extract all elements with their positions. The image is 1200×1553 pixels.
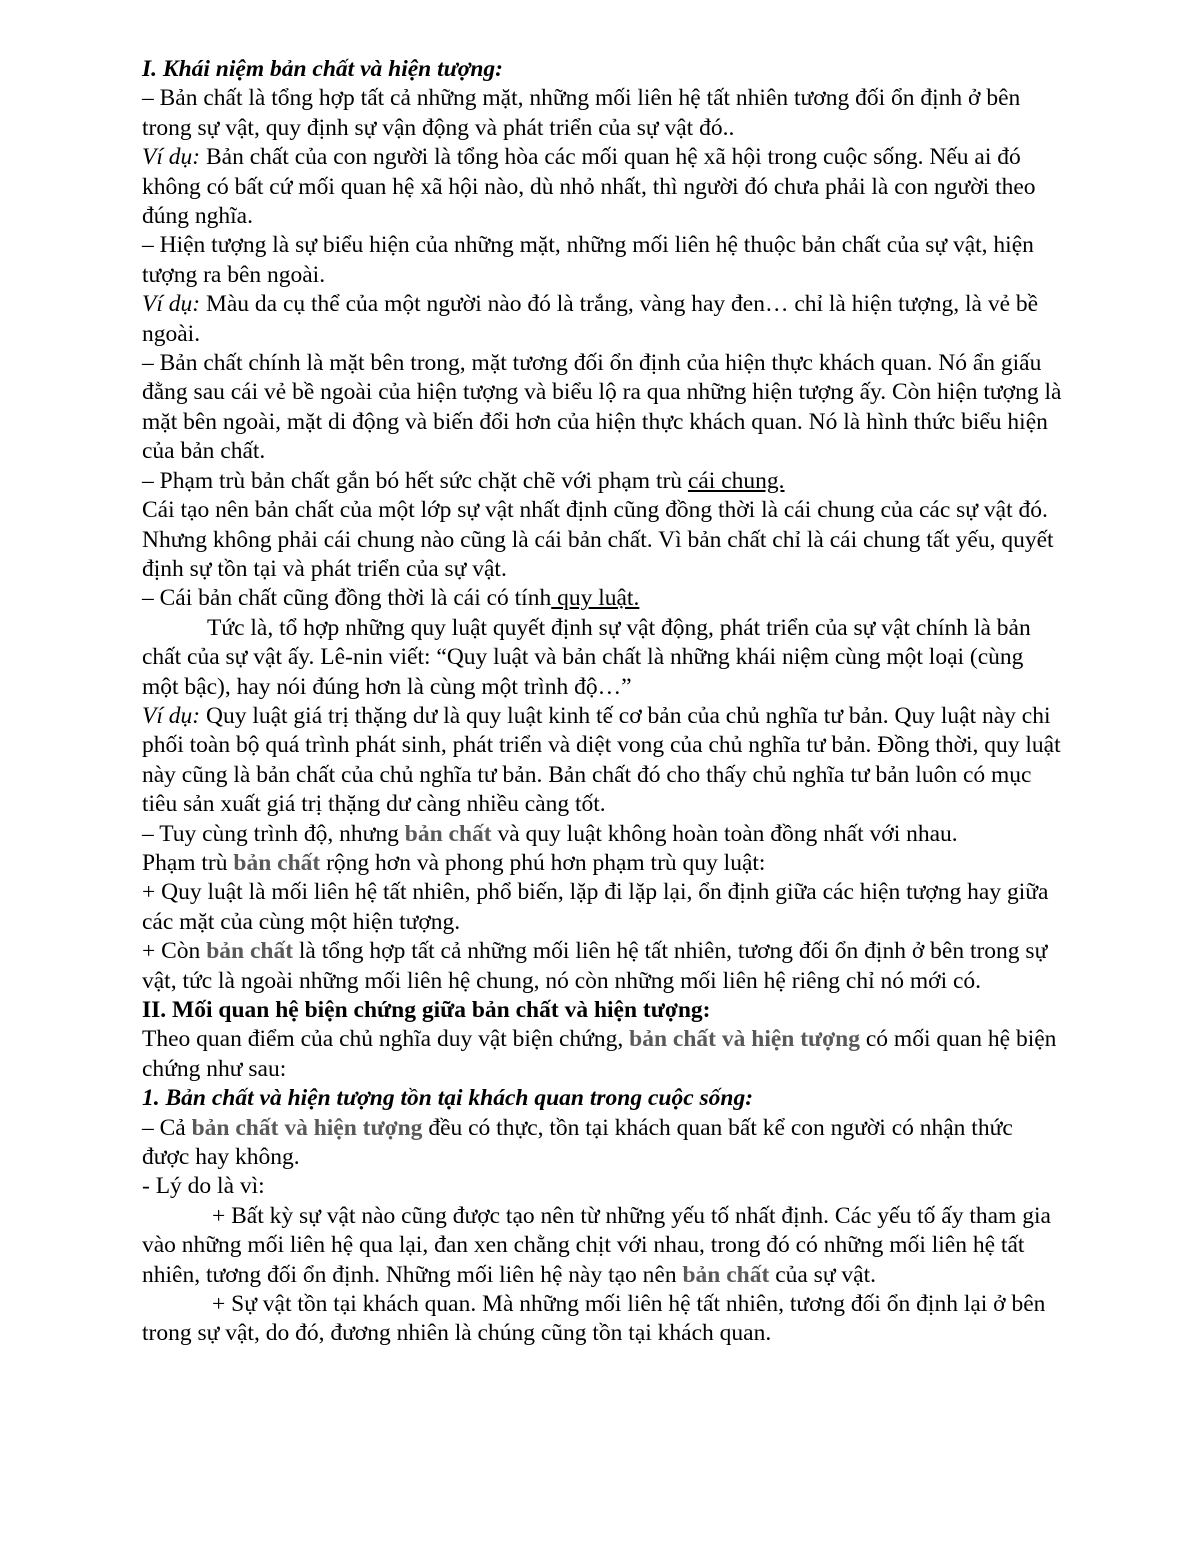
example-text: Bản chất của con người là tổng hòa các mối quan hệ xã hội trong cuộc sống. Nếu ai đó không có bất cứ mối quan hệ xã hội nào, dù nhỏ nhất, thì người đó chưa phải là con người theo đúng nghĩa.: [142, 144, 1036, 230]
keyword-ban-chat-hien-tuong[interactable]: bản chất và hiện tượng: [191, 1114, 423, 1141]
paragraph-text: và quy luật không hoàn toàn đồng nhất với nhau.: [491, 820, 958, 847]
paragraph-text: Theo quan điểm của chủ nghĩa duy vật biện chứng,: [142, 1026, 630, 1053]
paragraph-objective-existence: [142, 1114, 1062, 1173]
paragraph-text: + Bất kỳ sự vật nào cũng được tạo nên từ những yếu tố nhất định. Các yếu tố ấy tham gia vào những mối liên hệ qua lại, đan xen chằng chịt với nhau, trong đó có những mối liên hệ tất nhiên, tương đối ổn định. Những mối liên hệ này tạo nên: [142, 1202, 1051, 1288]
paragraph-text: đều có thực, tồn tại khách quan bất kể con người có nhận thức được hay không.: [142, 1114, 1013, 1171]
paragraph-text: – Tuy cùng trình độ, nhưng: [142, 820, 405, 847]
paragraph-text: là tổng hợp tất cả những mối liên hệ tất nhiên, tương đối ổn định ở bên trong sự vật, tức là ngoài những mối liên hệ chung, nó còn những mối liên hệ riêng chỉ nó mới có.: [142, 938, 1048, 994]
paragraph-reason-1: [142, 1202, 1062, 1290]
paragraph-reason-2: + Sự vật tồn tại khách quan. Mà những mối liên hệ tất nhiên, tương đối ổn định lại ở bên trong sự vật, do đó, đương nhiên là chúng cũng tồn tại khách quan.: [142, 1291, 1046, 1347]
paragraph-text: có mối quan hệ biện chứng như sau:: [142, 1026, 1057, 1082]
section2-heading: II. Mối quan hệ biện chứng giữa bản chất và hiện tượng:: [142, 997, 711, 1023]
paragraph-essence-definition: [142, 937, 1062, 996]
paragraph-text: rộng hơn và phong phú hơn phạm trù quy luật:: [320, 849, 766, 876]
paragraph-lenin-quote: Tức là, tổ hợp những quy luật quyết định sự vật động, phát triển của sự vật chính là bản chất của sự vật ấy. Lê-nin viết: “Quy luật và bản chất là những khái niệm cùng một loại (cùng một bậc), hay nói đúng hơn là cùng một trình độ…”: [142, 614, 1031, 700]
paragraph-law-definition: + Quy luật là mối liên hệ tất nhiên, phổ biến, lặp đi lặp lại, ổn định giữa các hiện tượng hay giữa các mặt của cùng một hiện tượng.: [142, 879, 1049, 935]
paragraph-text: Phạm trù: [142, 849, 234, 876]
document-body: [142, 55, 1062, 1349]
paragraph-law-property: [142, 584, 1062, 613]
paragraph-category-general: [142, 467, 1062, 496]
paragraph-example-3: [142, 702, 1062, 820]
subsection1-heading: 1. Bản chất và hiện tượng tồn tại khách quan trong cuộc sống:: [142, 1085, 754, 1112]
paragraph-reason: - Lý do là vì:: [142, 1173, 265, 1200]
paragraph-example-1: [142, 143, 1062, 231]
paragraph-intro: [142, 1025, 1062, 1084]
paragraph-text: của sự vật.: [769, 1261, 877, 1288]
paragraph-broader-category: [142, 849, 1062, 878]
link-quy-luat[interactable]: quy luật.: [551, 585, 640, 612]
paragraph-class-general: Cái tạo nên bản chất của một lớp sự vật nhất định cũng đồng thời là cái chung của các sự vật đó.: [142, 497, 1048, 524]
paragraph-text: – Cái bản chất cũng đồng thời là cái có tính: [142, 585, 552, 612]
paragraph-essence-inner: – Bản chất chính là mặt bên trong, mặt tương đối ổn định của hiện thực khách quan. Nó ẩn giấu đằng sau cái vẻ bề ngoài của hiện tượng và biểu lộ ra qua những hiện tượng ấy. Còn hiện tượng là mặt bên ngoài, mặt di động và biến đổi hơn của hiện thực khách quan. Nó là hình thức biểu hiện của bản chất.: [142, 350, 1062, 465]
paragraph-not-all-general: Nhưng không phải cái chung nào cũng là cái bản chất. Vì bản chất chỉ là cái chung tất yếu, quyết định sự tồn tại và phát triển của sự vật.: [142, 526, 1054, 582]
keyword-ban-chat[interactable]: bản chất: [206, 938, 294, 965]
section1-heading: I. Khái niệm bản chất và hiện tượng:: [142, 56, 503, 82]
keyword-ban-chat-hien-tuong[interactable]: bản chất và hiện tượng: [629, 1026, 860, 1053]
example-label: Ví dụ:: [142, 702, 201, 729]
paragraph-text: – Phạm trù bản chất gắn bó hết sức chặt chẽ với phạm trù: [142, 467, 688, 494]
link-cai-chung[interactable]: cái chung.: [687, 467, 785, 494]
paragraph-definition-essence: – Bản chất là tổng hợp tất cả những mặt, những mối liên hệ tất nhiên tương đối ổn định ở bên trong sự vật, quy định sự vận động và phát triển của sự vật đó..: [142, 85, 1021, 141]
paragraph-example-2: [142, 290, 1062, 349]
example-label: Ví dụ:: [142, 291, 201, 318]
keyword-ban-chat[interactable]: bản chất: [682, 1261, 770, 1288]
paragraph-text: + Còn: [142, 938, 207, 965]
paragraph-same-level: [142, 820, 1062, 849]
example-label: Ví dụ:: [142, 144, 201, 171]
example-text: Quy luật giá trị thặng dư là quy luật kinh tế cơ bản của chủ nghĩa tư bản. Quy luật này chi phối toàn bộ quá trình phát sinh, phát triển và diệt vong của chủ nghĩa tư bản. Đồng thời, quy luật này cũng là bản chất của chủ nghĩa tư bản. Bản chất đó cho thấy chủ nghĩa tư bản luôn có mục tiêu sản xuất giá trị thặng dư càng nhiều càng tốt.: [142, 702, 1061, 818]
paragraph-text: – Cả: [142, 1114, 192, 1141]
paragraph-definition-phenomenon: – Hiện tượng là sự biểu hiện của những mặt, những mối liên hệ thuộc bản chất của sự vật, hiện tượng ra bên ngoài.: [142, 232, 1034, 288]
keyword-ban-chat[interactable]: bản chất: [404, 820, 492, 847]
example-text: Màu da cụ thể của một người nào đó là trắng, vàng hay đen… chỉ là hiện tượng, là vẻ bề ngoài.: [142, 291, 1039, 347]
keyword-ban-chat[interactable]: bản chất: [233, 849, 321, 876]
